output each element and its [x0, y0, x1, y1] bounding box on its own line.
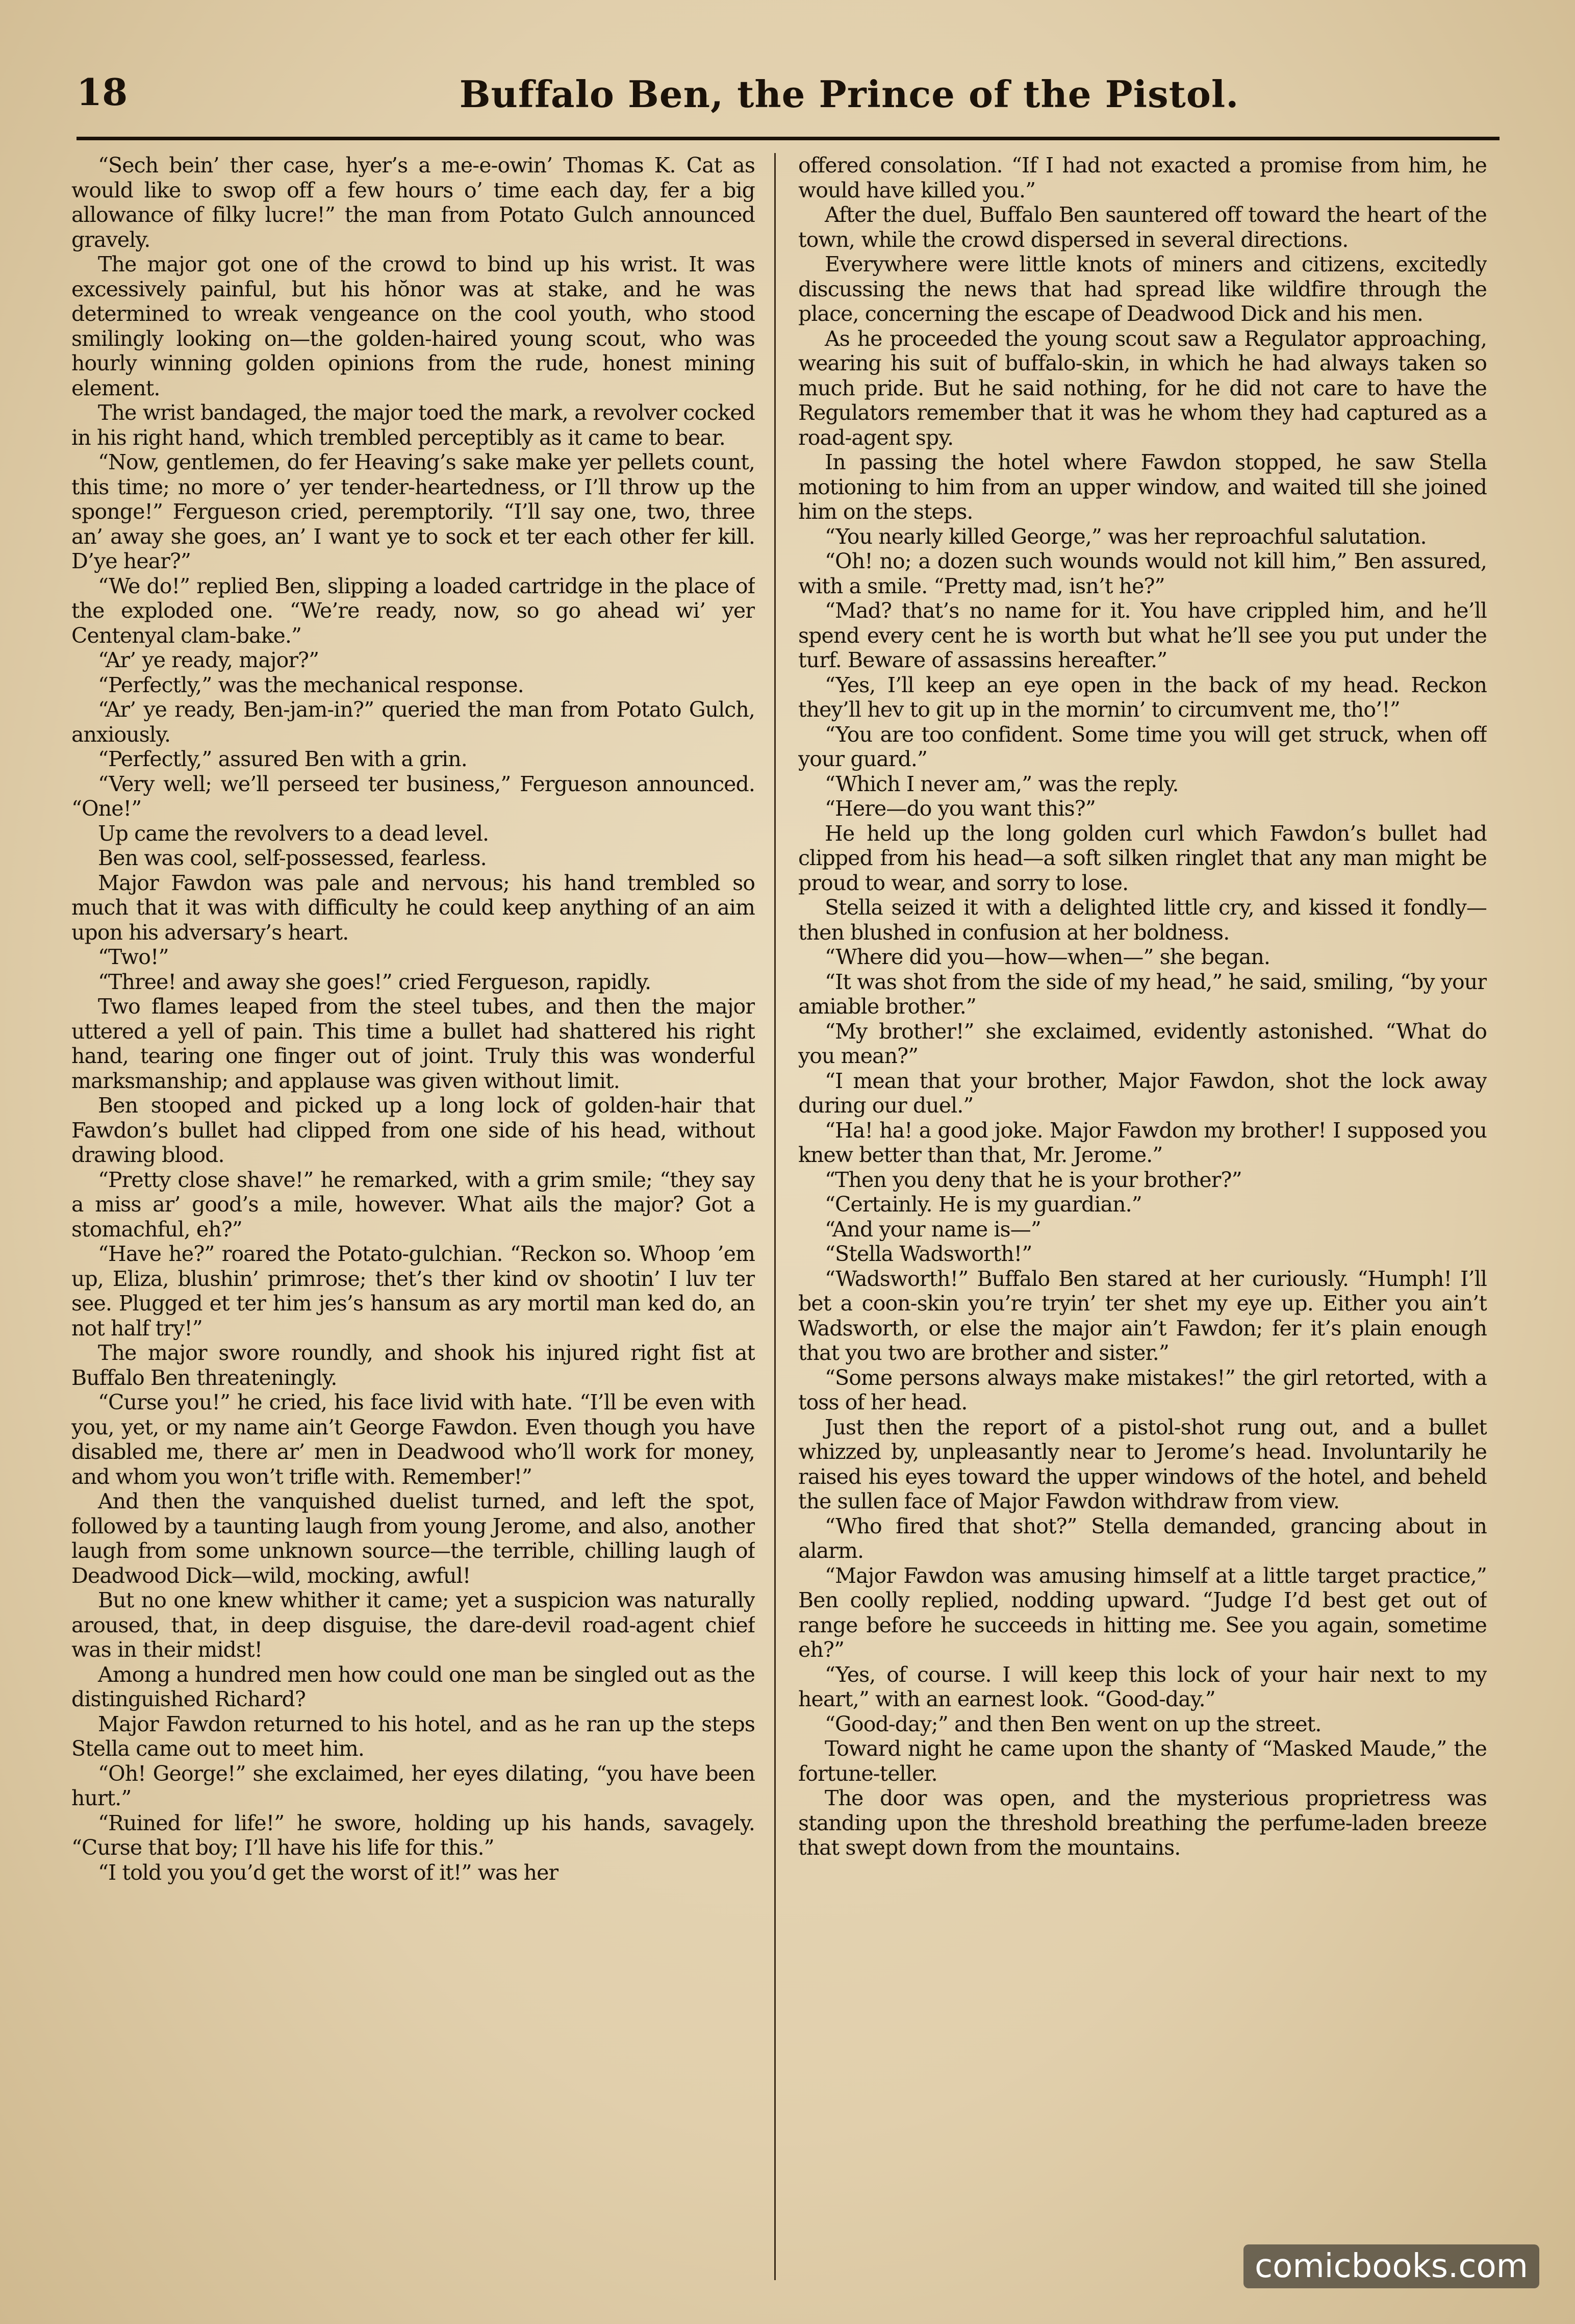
paragraph: The major swore roundly, and shook his injured right fist at Buffalo Ben threateningly.: [71, 1341, 755, 1390]
right-column: [798, 153, 1487, 2280]
paragraph: “Which I never am,” was the reply.: [825, 771, 1179, 796]
paragraph: Everywhere were little knots of miners and citizens, excitedly discussing the news that had spread like wildfire through the place, concerning the escape of Deadwood Dick and his men.: [798, 252, 1487, 326]
paragraph: Toward night he came upon the shanty of “Masked Maude,” the fortune-teller.: [798, 1736, 1487, 1786]
paragraph: “Then you deny that he is your brother?”: [825, 1167, 1242, 1192]
paragraph: “Perfectly,” was the mechanical response.: [98, 672, 524, 697]
paragraph: “Stella Wadsworth!”: [825, 1242, 1032, 1266]
paragraph: Ben stooped and picked up a long lock of golden-hair that Fawdon’s bullet had clipped from one side of his head, without drawing blood.: [71, 1093, 755, 1167]
paragraph: “You nearly killed George,” was her reproachful salutation.: [825, 524, 1427, 549]
paragraph: And then the vanquished duelist turned, and left the spot, followed by a taunting laugh from young Jerome, and also, another laugh from some unknown source—the terrible, chilling laugh of Deadwood Dick—wild, mocking, awful!: [71, 1489, 755, 1588]
site-watermark: comicbooks.com: [1243, 2244, 1539, 2288]
page-number: 18: [77, 70, 128, 114]
paragraph: “I told you you’d get the worst of it!” was her: [98, 1860, 558, 1885]
paragraph: “Yes, of course. I will keep this lock of your hair next to my heart,” with an earnest look. “Good-day.”: [798, 1662, 1487, 1711]
paragraph: The wrist bandaged, the major toed the mark, a revolver cocked in his right hand, which trembled perceptibly as it came to bear.: [71, 400, 755, 450]
paragraph: “Ar’ ye ready, major?”: [98, 648, 319, 672]
paragraph: “Mad? that’s no name for it. You have crippled him, and he’ll spend every cent he is worth but what he’ll see you put under the turf. Beware of assassins hereafter.”: [798, 598, 1487, 672]
paragraph: “Yes, I’ll keep an eye open in the back of my head. Reckon they’ll hev to git up in the mornin’ to circumvent me, tho’!”: [798, 672, 1487, 722]
paragraph: “Major Fawdon was amusing himself at a little target practice,” Ben coolly replied, nodding upward. “Judge I’d best get out of range before he succeeds in hitting me. See you again, sometime eh?”: [798, 1563, 1487, 1662]
paragraph: “Very well; we’ll perseed ter business,” Fergueson announced. “One!”: [71, 771, 755, 821]
running-title: Buffalo Ben, the Prince of the Pistol.: [459, 72, 1239, 116]
paragraph: “Good-day;” and then Ben went on up the street.: [825, 1711, 1322, 1736]
paragraph: “Sech bein’ ther case, hyer’s a me-e-owin’ Thomas K. Cat as would like to swop off a few hours o’ time each day, fer a big allowance of filky lucre!” the man from Potato Gulch announced gravely.: [71, 153, 755, 252]
paragraph: offered consolation. “If I had not exacted a promise from him, he would have killed you.”: [798, 153, 1487, 203]
paragraph: But no one knew whither it came; yet a suspicion was naturally aroused, that, in deep disguise, the dare-devil road-agent chief was in their midst!: [71, 1588, 755, 1662]
paragraph: “We do!” replied Ben, slipping a loaded cartridge in the place of the exploded one. “We’re ready, now, so go ahead wi’ yer Centenyal clam-bake.”: [71, 573, 755, 648]
paragraph: “Wadsworth!” Buffalo Ben stared at her curiously. “Humph! I’ll bet a coon-skin you’re tryin’ ter shet my eye up. Either you ain’t Wadsworth, or else the major ain’t Fawdon; fer it’s plain enough that you two are brother and sister.”: [798, 1266, 1487, 1365]
paragraph: After the duel, Buffalo Ben sauntered off toward the heart of the town, while the crowd dispersed in several directions.: [798, 203, 1487, 252]
page-header: [77, 60, 1500, 137]
paragraph: “Some persons always make mistakes!” the girl retorted, with a toss of her head.: [798, 1365, 1487, 1414]
paragraph: “I mean that your brother, Major Fawdon, shot the lock away during our duel.”: [798, 1068, 1487, 1118]
paragraph: Ben was cool, self-possessed, fearless.: [98, 846, 487, 870]
paragraph: Major Fawdon was pale and nervous; his hand trembled so much that it was with difficulty he could keep anything of an aim upon his adversary’s heart.: [71, 870, 755, 945]
paragraph: “Ha! ha! a good joke. Major Fawdon my brother! I supposed you knew better than that, Mr. Jerome.”: [798, 1118, 1487, 1167]
paragraph: Two flames leaped from the steel tubes, and then the major uttered a yell of pain. This time a bullet had shattered his right hand, tearing one finger out of joint. Truly this was wonderful marksmanship; and applause was given without limit.: [71, 994, 755, 1093]
paragraph: Up came the revolvers to a dead level.: [98, 821, 489, 846]
paragraph: “My brother!” she exclaimed, evidently astonished. “What do you mean?”: [798, 1019, 1487, 1068]
left-column: [71, 153, 755, 2280]
paragraph: As he proceeded the young scout saw a Regulator approaching, wearing his suit of buffalo-skin, in which he had always taken so much pride. But he said nothing, for he did not care to have the Regulators remember that it was he whom they had captured as a road-agent spy.: [798, 326, 1487, 450]
paragraph: “Where did you—how—when—” she began.: [825, 945, 1271, 969]
paragraph: He held up the long golden curl which Fawdon’s bullet had clipped from his head—a soft silken ringlet that any man might be proud to wear, and sorry to lose.: [798, 821, 1487, 895]
paragraph: “It was shot from the side of my head,” he said, smiling, “by your amiable brother.”: [798, 969, 1487, 1019]
paragraph: Just then the report of a pistol-shot rung out, and a bullet whizzed by, unpleasantly near to Jerome’s head. Involuntarily he raised his eyes toward the upper windows of the hotel, and beheld the sullen face of Major Fawdon withdraw from view.: [798, 1414, 1487, 1513]
paragraph: In passing the hotel where Fawdon stopped, he saw Stella motioning to him from an upper window, and waited till she joined him on the steps.: [798, 450, 1487, 524]
paragraph: “Ruined for life!” he swore, holding up his hands, savagely. “Curse that boy; I’ll have his life for this.”: [71, 1810, 755, 1860]
paragraph: “Who fired that shot?” Stella demanded, grancing about in alarm.: [798, 1513, 1487, 1563]
paragraph: Among a hundred men how could one man be singled out as the distinguished Richard?: [71, 1662, 755, 1711]
paragraph: “Oh! George!” she exclaimed, her eyes dilating, “you have been hurt.”: [71, 1761, 755, 1810]
paragraph: “Three! and away she goes!” cried Fergueson, rapidly.: [98, 969, 651, 994]
paragraph: “And your name is—”: [825, 1217, 1041, 1242]
header-rule: [77, 137, 1500, 140]
column-divider: [774, 153, 776, 2280]
paragraph: The door was open, and the mysterious proprietress was standing upon the threshold breathing the perfume-laden breeze that swept down from the mountains.: [798, 1786, 1487, 1860]
paragraph: Major Fawdon returned to his hotel, and as he ran up the steps Stella came out to meet him.: [71, 1711, 755, 1761]
paragraph: “Curse you!” he cried, his face livid with hate. “I’ll be even with you, yet, or my name ain’t George Fawdon. Even though you have disabled me, there ar’ men in Deadwood who’ll work for money, and whom you won’t trifle with. Remember!”: [71, 1390, 755, 1489]
paragraph: “Here—do you want this?”: [825, 796, 1096, 821]
paragraph: “Pretty close shave!” he remarked, with a grim smile; “they say a miss ar’ good’s a mile, however. What ails the major? Got a stomachful, eh?”: [71, 1167, 755, 1242]
paragraph: “You are too confident. Some time you will get struck, when off your guard.”: [798, 722, 1487, 771]
paragraph: “Perfectly,” assured Ben with a grin.: [98, 747, 467, 771]
paragraph: “Ar’ ye ready, Ben-jam-in?” queried the man from Potato Gulch, anxiously.: [71, 697, 755, 747]
paragraph: The major got one of the crowd to bind up his wrist. It was excessively painful, but his hŏnor was at stake, and he was determined to wreak vengeance on the cool youth, who stood smilingly looking on—the golden-haired young scout, who was hourly winning golden opinions from the rude, honest mining element.: [71, 252, 755, 400]
paragraph: “Oh! no; a dozen such wounds would not kill him,” Ben assured, with a smile. “Pretty mad, isn’t he?”: [798, 549, 1487, 598]
paragraph: Stella seized it with a delighted little cry, and kissed it fondly—then blushed in confusion at her boldness.: [798, 895, 1487, 945]
paragraph: “Now, gentlemen, do fer Heaving’s sake make yer pellets count, this time; no more o’ yer tender-heartedness, or I’ll throw up the sponge!” Fergueson cried, peremptorily. “I’ll say one, two, three an’ away she goes, an’ I want ye to sock et ter each other fer kill. D’ye hear?”: [71, 450, 755, 573]
paragraph: “Certainly. He is my guardian.”: [825, 1192, 1142, 1217]
paragraph: “Two!”: [98, 945, 169, 969]
paragraph: “Have he?” roared the Potato-gulchian. “Reckon so. Whoop ’em up, Eliza, blushin’ primrose; thet’s ther kind ov shootin’ I luv ter see. Plugged et ter him jes’s hansum as ary mortil man ked do, an not half try!”: [71, 1242, 755, 1341]
